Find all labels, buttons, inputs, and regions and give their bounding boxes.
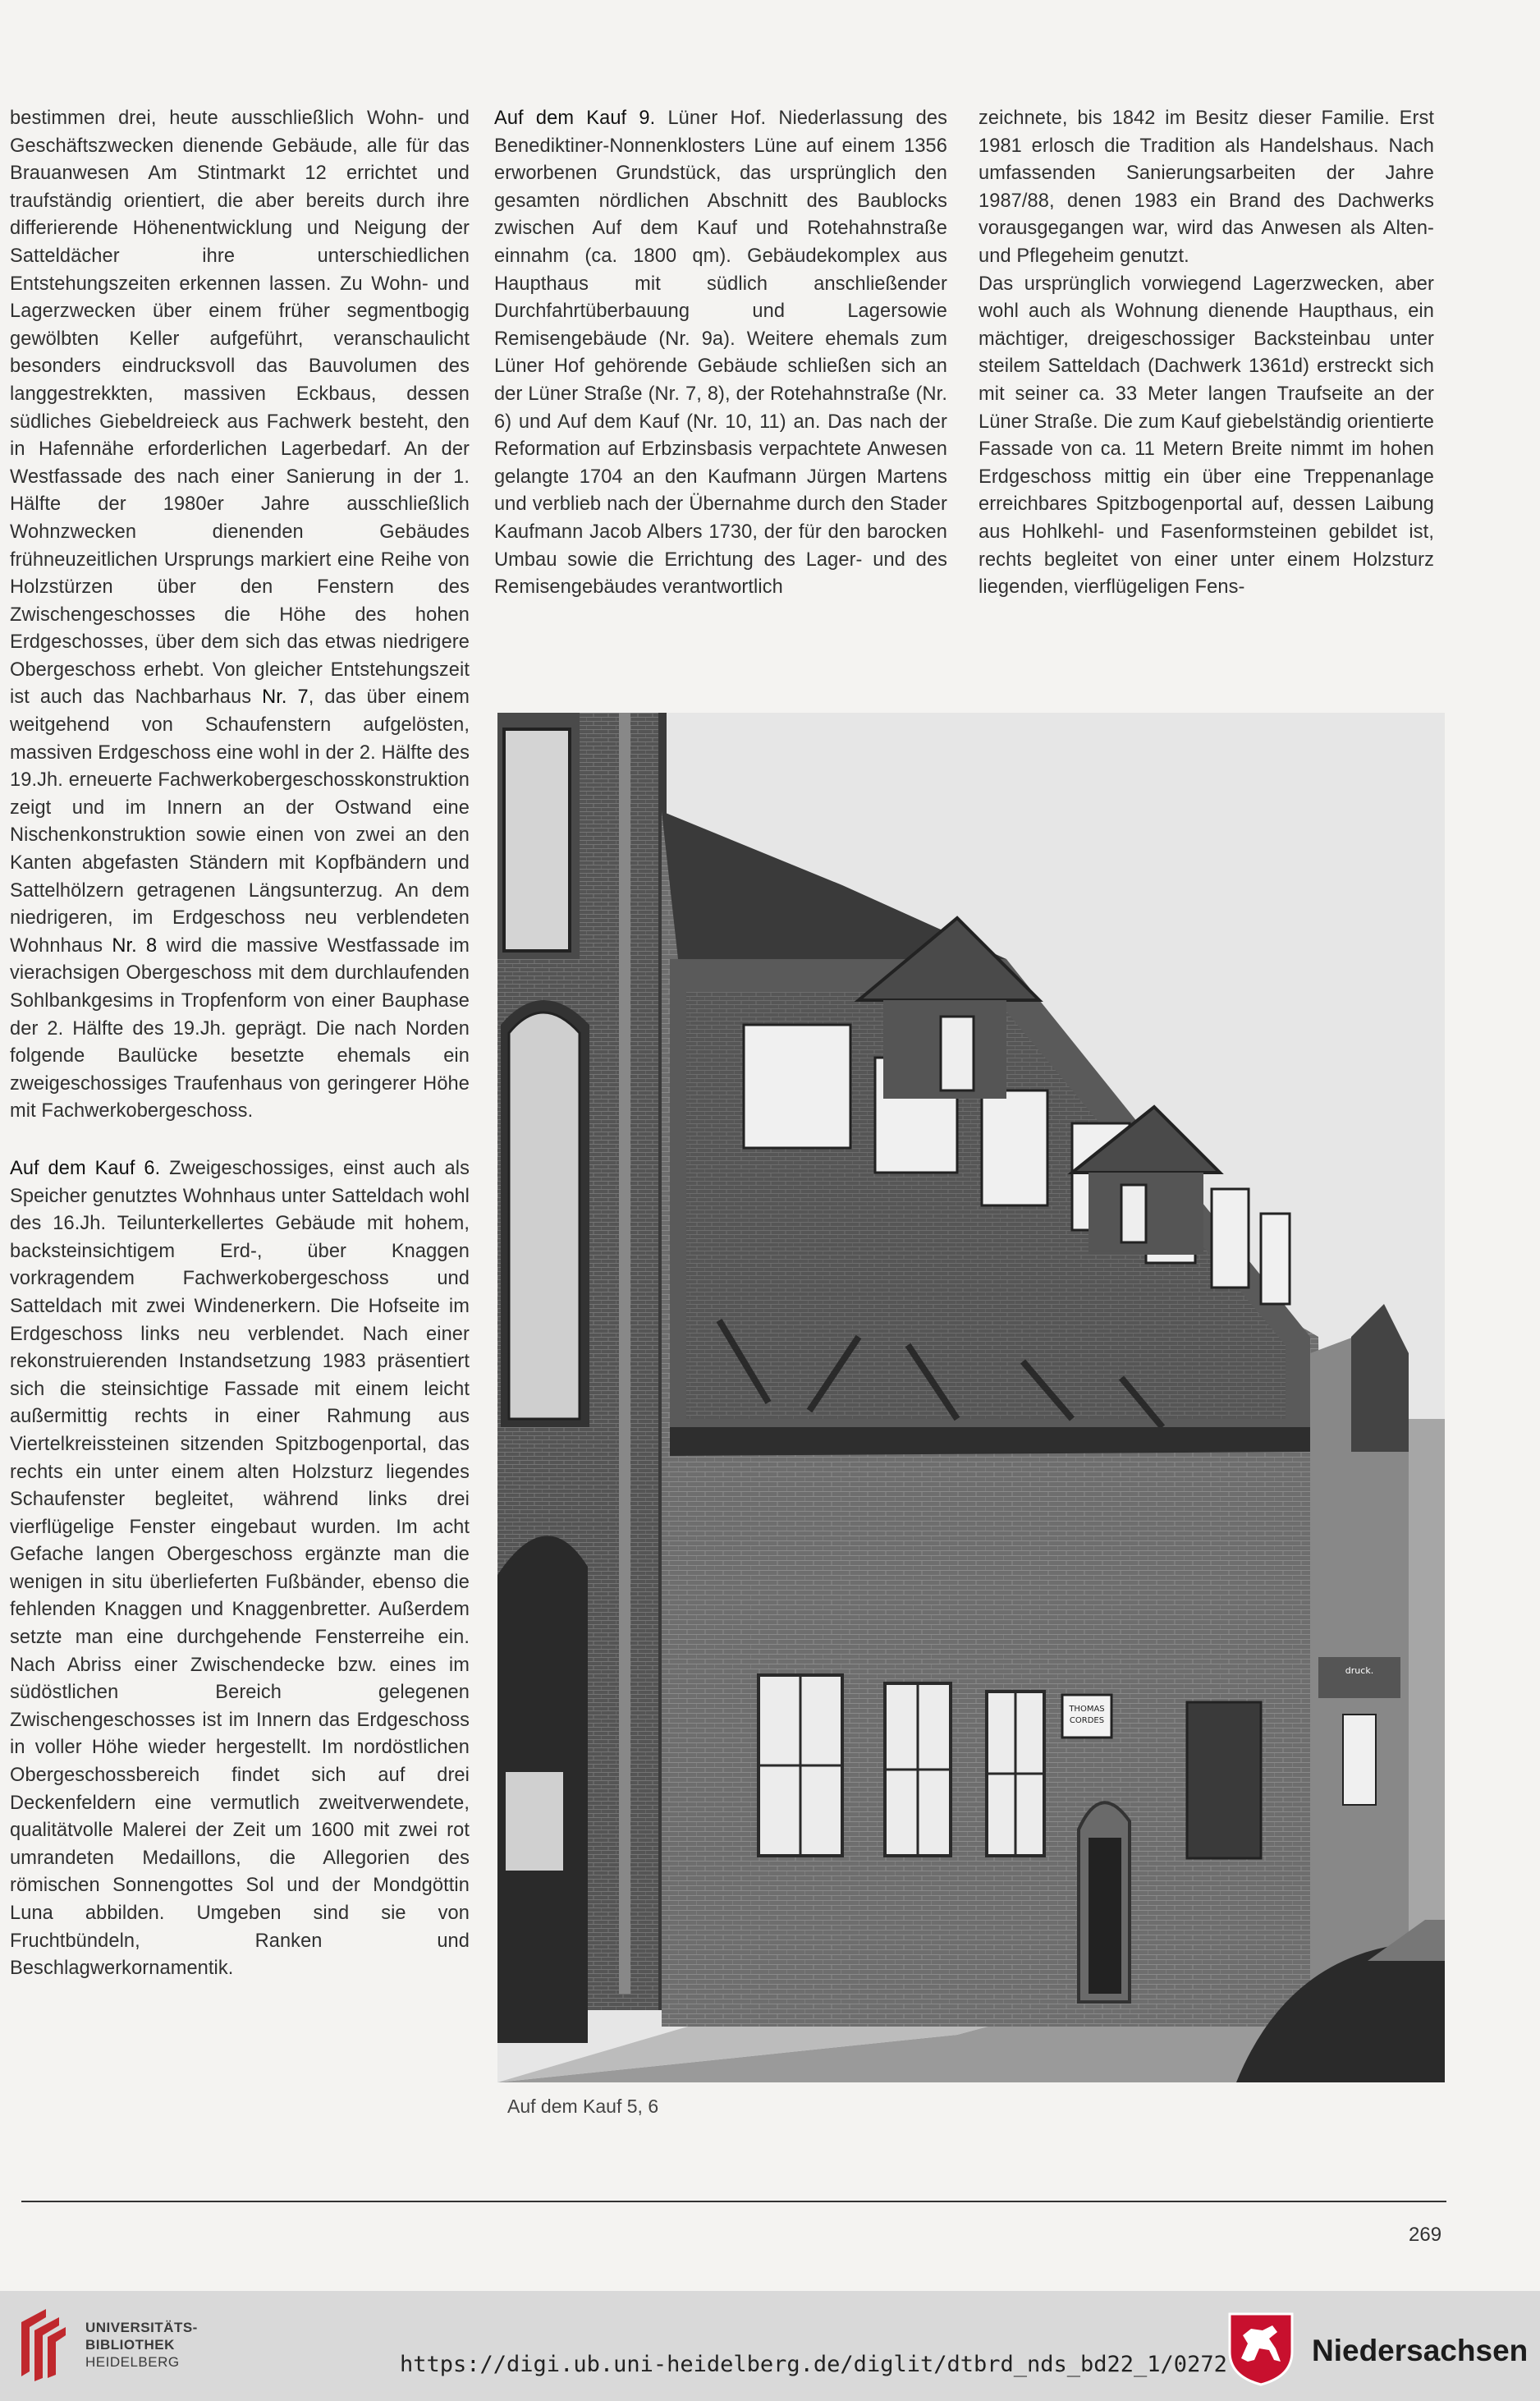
- document-url-link[interactable]: https://digi.ub.uni-heidelberg.de/diglit/dtbrd_nds_bd22_1/0272: [400, 2352, 1227, 2377]
- paragraph-auf-dem-kauf-9: Auf dem Kauf 9. Lüner Hof. Niederlassung des Benediktiner-Nonnenklosters Lüne auf einem 1356 erworbenen Grundstück, das ursprünglich den gesamten nördlichen Abschnitt des Baublocks zwischen Auf dem Kauf und Rotehahnstraße einnahm (ca. 1800 qm). Gebäudekomplex aus Haupthaus mit südlich anschließender Durchfahrtüberbauung und Lagersowie Remisengebäude (Nr. 9a). Weitere ehemals zum Lüner Hof gehörende Gebäude schließen sich an der Lüner Straße (Nr. 7, 8), der Rotehahnstraße (Nr. 6) und Auf dem Kauf (Nr. 10, 11) an. Das nach der Reformation auf Erbzinsbasis verpachtete Anwesen gelangte 1704 an den Kaufmann Jürgen Martens und verblieb nach der Übernahme durch den Stader Kaufmann Jacob Albers 1730, der für den barocken Umbau sowie die Errichtung des Lager- und des Remisengebäudes verantwortlich: [494, 108, 947, 599]
- state-name: Niedersachsen: [1312, 2334, 1529, 2367]
- shop-sign-text-1: THOMAS: [1069, 1705, 1105, 1714]
- paragraph-continuation: zeichnete, bis 1842 im Besitz dieser Familie. Erst 1981 erlosch die Tradition als Handelshaus. Nach umfassenden Sanierungsarbeiten der Jahre 1987/88, denen 1983 ein Brand des Dachwerks vorausgegangen war, wird das Anwesen als Alten- und Pflegeheim genutzt.: [979, 108, 1434, 267]
- shop-sign-text-2: CORDES: [1069, 1716, 1105, 1725]
- text-column-right: [979, 105, 1434, 602]
- house-number-7: Nr. 7: [262, 686, 309, 709]
- text-column-left: [10, 105, 470, 1983]
- shop-sign-druck: druck.: [1345, 1665, 1374, 1676]
- photo-illustration: [497, 713, 1445, 2082]
- entry-heading: Auf dem Kauf 9.: [494, 108, 656, 129]
- text-column-middle: [494, 105, 947, 602]
- photo-caption: Auf dem Kauf 5, 6: [507, 2096, 659, 2117]
- entry-heading: Auf dem Kauf 6.: [10, 1157, 161, 1179]
- paragraph-haupthaus: Das ursprünglich vorwiegend Lagerzwecken, aber wohl auch als Wohnung dienende Haupthaus, ein mächtiger, dreigeschossiger Backsteinbau unter steilem Satteldach (Dachwerk 1361d) erstreckt sich mit seiner ca. 33 Meter langen Traufseite an der Lüner Straße. Die zum Kauf giebelständig orientierte Fassade von ca. 11 Metern Breite nimmt im hohen Erdgeschoss mittig ein über eine Treppenanlage erreichbares Spitzbogenportal auf, dessen Laibung aus Hohlkehl- und Fasenformsteinen gebildet ist, rechts begleitet von einer unter einem Holzsturz liegenden, vierflügeligen Fens-: [979, 273, 1434, 599]
- building-photograph: [497, 713, 1445, 2082]
- university-library-name: UNIVERSITÄTS- BIBLIOTHEK HEIDELBERG: [85, 2320, 198, 2370]
- house-number-8: Nr. 8: [112, 934, 158, 957]
- page-number: 269: [1409, 2224, 1442, 2246]
- digital-library-footer: [0, 2291, 1540, 2401]
- paragraph-auf-dem-kauf-5: bestimmen drei, heute ausschließlich Wohn- und Geschäftszwecken dienende Gebäude, alle für das Brauanwesen Am Stintmarkt 12 errichtet und traufständig orientiert, die aber bereits durch ihre differierende Höhenentwicklung und Neigung der Satteldächer ihre unterschiedlichen Entstehungszeiten erkennen lassen. Zu Wohn- und Lagerzwecken über einem früher segmentbogig gewölbten Keller aufgeführt, veranschaulicht besonders eindrucksvoll das Bauvolumen des langgestrekkten, massiven Eckbaus, dessen südliches Giebeldreieck aus Fachwerk besteht, den in Hafennähe erforderlichen Lagerbedarf. An der Westfassade des nach einer Sanierung in der 1. Hälfte der 1980er Jahre ausschließlich Wohnzwecken dienenden Gebäudes frühneuzeitlichen Ursprungs markiert eine Reihe von Holzstürzen über den Fenstern des Zwischengeschosses die Höhe des hohen Erdgeschosses, über dem sich das etwas niedrigere Obergeschoss erhebt. Von gleicher Entstehungszeit ist auch das Nachbarhaus Nr. 7, das über einem weitgehend von Schaufenstern aufgelösten, massiven Erdgeschoss eine wohl in der 2. Hälfte des 19.Jh. erneuerte Fachwerkobergeschosskonstruktion zeigt und im Innern an der Ostwand eine Nischenkonstruktion sowie einen von zwei an den Kanten abgefasten Ständern mit Kopfbändern und Sattelhölzern getragenen Längsunterzug. An dem niedrigeren, im Erdgeschoss neu verblendeten Wohnhaus Nr. 8 wird die massive Westfassade im vierachsigen Obergeschoss mit dem durchlaufenden Sohlbankgesims in Tropfenform von einer Bauphase der 2. Hälfte des 19.Jh. geprägt. Die nach Norden folgende Baulücke besetzte ehemals ein zweigeschossiges Traufenhaus von geringerer Höhe mit Fachwerkobergeschoss.: [10, 108, 470, 1122]
- footer-divider: [21, 2201, 1446, 2202]
- paragraph-auf-dem-kauf-6: Auf dem Kauf 6. Zweigeschossiges, einst auch als Speicher genutztes Wohnhaus unter Satteldach wohl des 16.Jh. Teilunterkellertes Gebäude mit hohem, backsteinsichtigem Erd-, über Knaggen vorkragendem Fachwerkobergeschoss und Satteldach mit zwei Windenerkern. Die Hofseite im Erdgeschoss links neu verblendet. Nach einer rekonstruierenden Instandsetzung 1983 präsentiert sich die steinsichtige Fassade mit einem leicht außermittig rechts in einer Rahmung aus Viertelkreissteinen sitzenden Spitzbogenportal, das rechts ein unter einem alten Holzsturz liegendes Schaufenster begleitet, während links drei vierflügelige Fenster eingebaut wurden. Im acht Gefache langen Obergeschoss ergänzte man die wenigen in situ überlieferten Fußbänder, ebenso die fehlenden Knaggen und Knaggenbretter. Außerdem setzte man eine durchgehende Fensterreihe ein. Nach Abriss einer Zwischendecke bzw. eines im südöstlichen Bereich gelegenen Zwischengeschosses ist im Innern das Erdgeschoss in voller Höhe wieder hergestellt. Im nordöstlichen Obergeschossbereich findet sich auf drei Deckenfeldern eine vermutlich zweitverwendete, qualitätvolle Malerei der Zeit um 1600 mit zwei rot umrandeten Medaillons, die Allegorien des römischen Sonnengottes Sol und der Mondgöttin Luna abbilden. Umgeben sind sie von Fruchtbündeln, Ranken und Beschlagwerkornamentik.: [10, 1157, 470, 1980]
- university-library-logo-icon: [16, 2306, 69, 2381]
- niedersachsen-crest-icon: [1226, 2311, 1295, 2386]
